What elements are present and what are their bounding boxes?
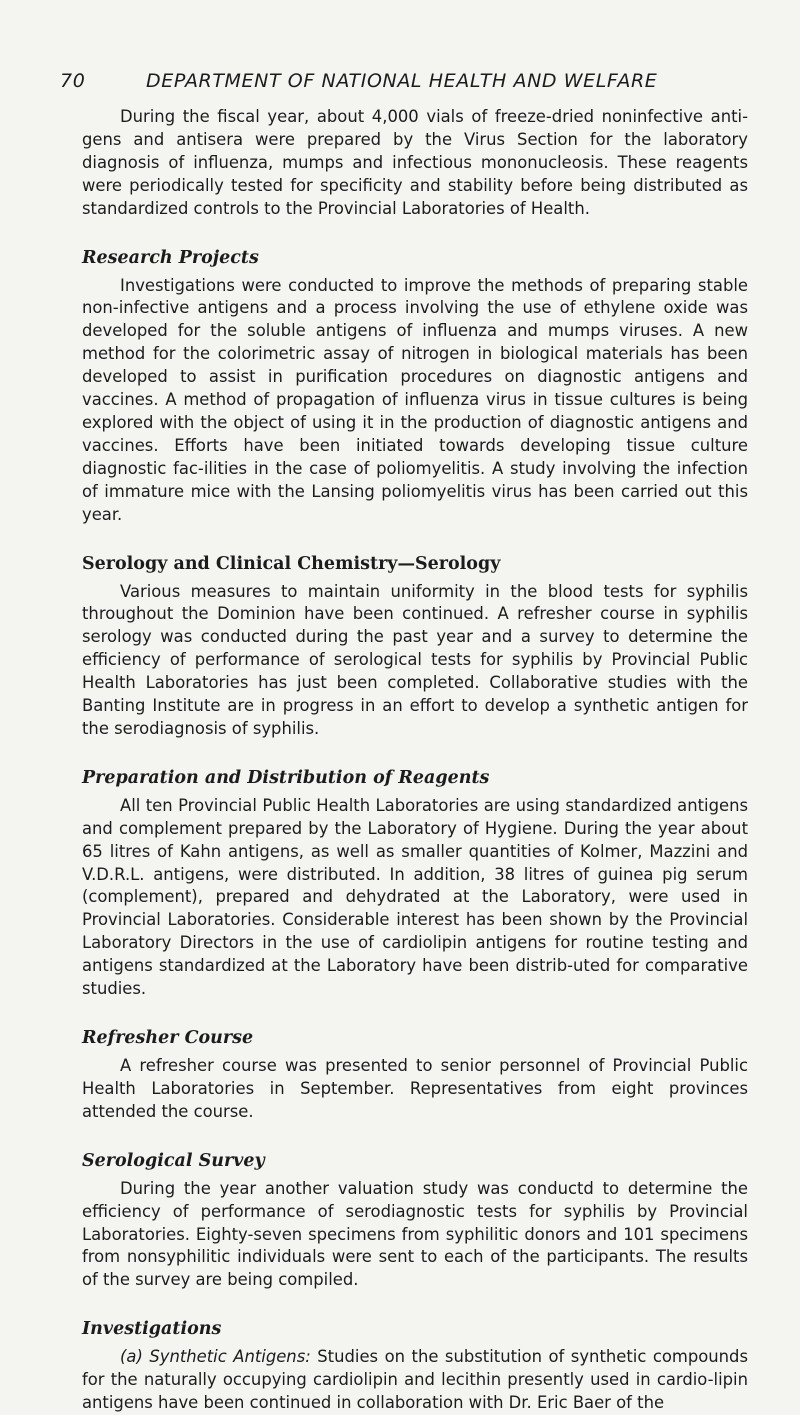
page-number: 70 [60, 70, 86, 92]
page-body [82, 106, 748, 1415]
investigation-label: (a) Synthetic Antigens: [120, 1347, 311, 1367]
heading-refresher-course: Refresher Course [82, 1028, 254, 1048]
heading-research-projects: Research Projects [82, 247, 259, 268]
heading-preparation-distribution: Preparation and Distribution of Reagents [82, 767, 490, 788]
investigation-text: Studies on the substitution of synthetic compounds for the naturally occupying cardiolipin and lecithin presently used in cardio-lipin antigens have been continued in collaboration with Dr. Eric Baer of the [82, 1347, 748, 1413]
paragraph-research-projects: Investigations were conducted to improve the methods of preparing stable non-infective antigens and a process involving the use of ethylene oxide was developed for the soluble antigens of influenza and mumps viruses. A new method for the colorimetric assay of nitrogen in biological materials has been developed to assist in purification procedures on diagnostic antigens and vaccines. A method of propagation of influenza virus in tissue cultures is being explored with the object of using it in the production of diagnostic antigens and vaccines. Efforts have been initiated towards developing tissue culture diagnostic fac-ilities in the case of poliomyelitis. A study involving the infection of immature mice with the Lansing poliomyelitis virus has been carried out this year. [82, 275, 748, 524]
heading-serology: Serology and Clinical Chemistry—Serology [82, 553, 501, 574]
paragraph-investigations [82, 1346, 748, 1415]
paragraph-preparation-distribution: All ten Provincial Public Health Laboratories are using standardized antigens and complement prepared by the Laboratory of Hygiene. During the year about 65 litres of Kahn antigens, as well as smaller quantities of Kolmer, Mazzini and V.D.R.L. antigens, were distributed. In addition, 38 litres of guinea pig serum (complement), prepared and dehydrated at the Laboratory, were used in Provincial Laboratories. Considerable interest has been shown by the Provincial Laboratory Directors in the use of cardiolipin antigens for routine testing and antigens standardized at the Laboratory have been distrib-uted for comparative studies. [82, 795, 748, 999]
heading-investigations: Investigations [82, 1319, 222, 1340]
paragraph-serology: Various measures to maintain uniformity in the blood tests for syphilis throughout the Dominion have been continued. A refresher course in syphilis serology was conducted during the past year and a survey to determine the efficiency of performance of serological tests for syphilis by Provincial Public Health Laboratories has just been completed. Collaborative studies with the Banting Institute are in progress in an effort to develop a synthetic antigen for the serodiagnosis of syphilis. [82, 581, 748, 738]
intro-paragraph: During the fiscal year, about 4,000 vials of freeze-dried noninfective anti-gens and antisera were prepared by the Virus Section for the laboratory diagnosis of influenza, mumps and infectious mononucleosis. These reagents were periodically tested for specificity and stability before being distributed as standardized controls to the Provincial Laboratories of Health. [82, 107, 748, 218]
heading-serological-survey: Serological Survey [82, 1150, 265, 1171]
running-title: DEPARTMENT OF NATIONAL HEALTH AND WELFARE [146, 70, 658, 92]
paragraph-refresher-course: A refresher course was presented to senior personnel of Provincial Public Health Laboratories in September. Representatives from eight provinces attended the course. [82, 1056, 748, 1121]
page-header [60, 70, 760, 94]
paragraph-serological-survey: During the year another valuation study was conductd to determine the efficiency of performance of serodiagnostic tests for syphilis by Provincial Laboratories. Eighty-seven specimens from syphilitic donors and 101 specimens from nonsyphilitic individuals were sent to each of the participants. The results of the survey are being compiled. [82, 1178, 748, 1290]
